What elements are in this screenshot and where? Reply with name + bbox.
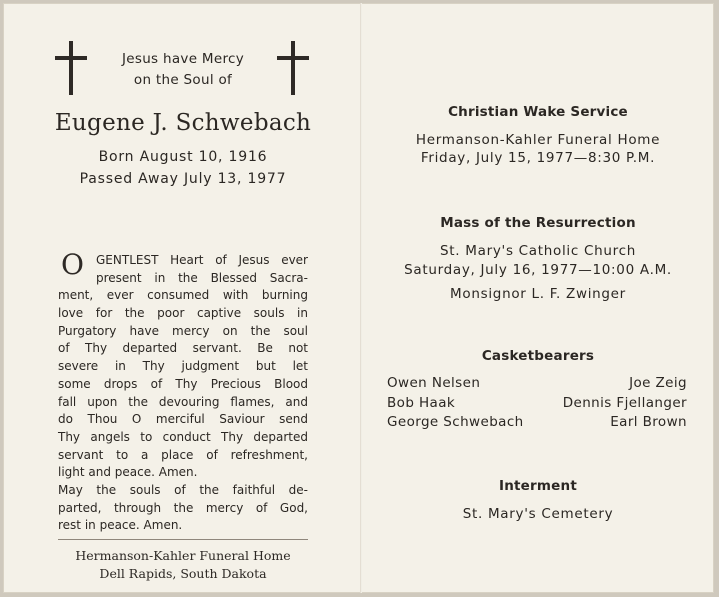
interment-place: St. Mary's Cemetery — [462, 506, 614, 522]
bearer-name: Bob Haak — [387, 394, 456, 411]
life-dates — [23, 146, 343, 190]
mass-heading: Mass of the Resurrection — [440, 215, 636, 231]
bearer-name: Dennis Fjellanger — [562, 394, 687, 411]
birth-date: Born August 10, 1916 — [98, 149, 268, 165]
prayer-text — [58, 248, 308, 535]
prayer-line: GENTLEST Heart of Jesus ever — [96, 253, 308, 267]
deceased-name: Eugene J. Schwebach — [54, 110, 312, 136]
prayer-line: rest in peace. Amen. — [58, 518, 183, 533]
bearer-name: Owen Nelsen — [387, 375, 481, 391]
bearer-row — [387, 375, 687, 395]
wake-heading: Christian Wake Service — [448, 104, 628, 120]
prayer-line: present in the Blessed Sacra- — [96, 270, 308, 285]
imprint-line-2: Dell Rapids, South Dakota — [99, 566, 267, 581]
prayer-line: do Thou O merciful Saviour send — [58, 412, 308, 427]
right-panel — [362, 3, 714, 593]
prayer-line: parted, through the mercy of God, — [58, 500, 308, 515]
left-panel — [3, 3, 360, 593]
mass-datetime: Saturday, July 16, 1977—10:00 A.M. — [404, 262, 672, 278]
mass-celebrant: Monsignor L. F. Zwinger — [450, 286, 626, 302]
prayer-line: Thy angels to conduct Thy departed — [58, 429, 308, 444]
wake-datetime: Friday, July 15, 1977—8:30 P.M. — [420, 150, 656, 166]
bearer-name: George Schwebach — [387, 414, 524, 430]
mercy-invocation — [83, 49, 283, 91]
divider-rule — [58, 539, 308, 540]
prayer-line: ment, ever consumed with burning — [58, 288, 308, 303]
mercy-line-1: Jesus have Mercy — [121, 51, 245, 67]
prayer-line: servant to a place of refreshment, — [58, 447, 308, 462]
imprint-line-1: Hermanson-Kahler Funeral Home — [75, 548, 291, 563]
bearer-row — [387, 414, 687, 434]
wake-location: Hermanson-Kahler Funeral Home — [415, 132, 661, 148]
mass-location: St. Mary's Catholic Church — [440, 243, 636, 259]
prayer-line: some drops of Thy Precious Blood — [58, 376, 308, 391]
prayer-line: Purgatory have mercy on the soul — [58, 323, 308, 338]
prayer-line: light and peace. Amen. — [58, 465, 198, 480]
funeral-home-imprint — [23, 547, 343, 583]
memorial-card — [3, 3, 714, 593]
casketbearers-list — [387, 375, 687, 434]
prayer-line: severe in Thy judgment but let — [58, 359, 308, 374]
mercy-line-2: on the Soul of — [133, 72, 233, 88]
bearer-name: Earl Brown — [610, 414, 687, 430]
prayer-dropcap: O — [61, 248, 84, 281]
casketbearers-heading: Casketbearers — [481, 348, 595, 364]
bearer-name: Joe Zeig — [629, 375, 687, 391]
prayer-line: of Thy departed servant. Be not — [58, 341, 308, 356]
prayer-line: fall upon the devouring flames, and — [58, 394, 308, 409]
prayer-line: love for the poor captive souls in — [58, 306, 308, 321]
prayer-line: May the souls of the faithful de- — [58, 482, 308, 497]
death-date: Passed Away July 13, 1977 — [79, 171, 287, 187]
interment-heading: Interment — [499, 478, 577, 494]
bearer-row — [387, 395, 687, 415]
